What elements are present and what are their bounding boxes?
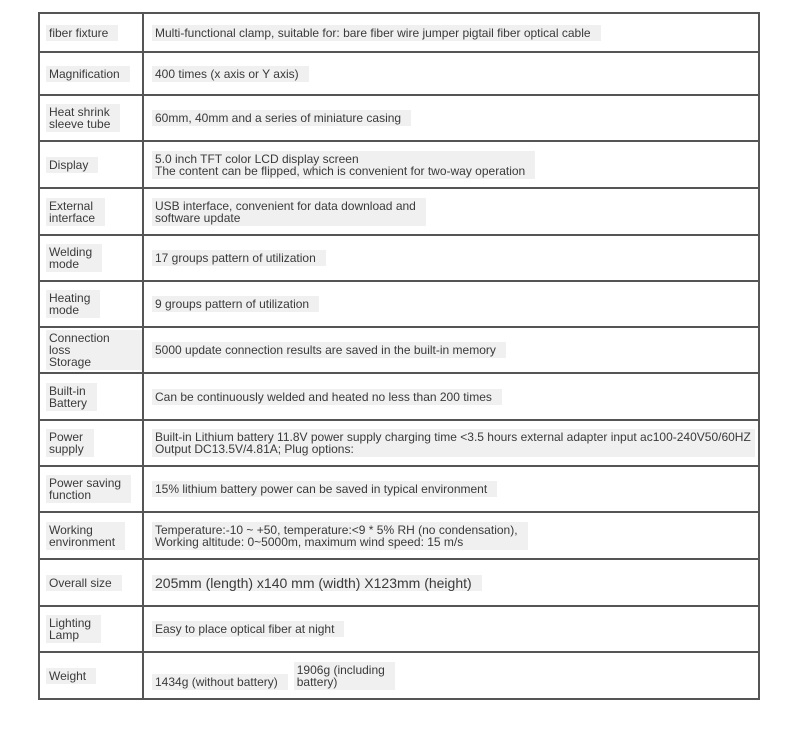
spec-label: Lighting Lamp (46, 615, 101, 643)
spec-value: Can be continuously welded and heated no less than 200 times (152, 389, 502, 405)
spec-label-cell (39, 95, 143, 141)
spec-row (39, 95, 759, 141)
spec-label-cell (39, 373, 143, 420)
spec-value: 5000 update connection results are saved in the built-in memory (152, 342, 506, 358)
spec-label-cell (39, 512, 143, 559)
spec-label: Magnification (46, 66, 130, 82)
spec-label: Power supply (46, 429, 94, 457)
spec-value-secondary: 1906g (including battery) (294, 662, 395, 690)
spec-value-cell (143, 652, 759, 699)
spec-value-cell (143, 281, 759, 327)
spec-value-cell (143, 141, 759, 188)
spec-value: 400 times (x axis or Y axis) (152, 66, 309, 82)
spec-table (38, 12, 760, 700)
spec-label-cell (39, 327, 143, 373)
spec-label-cell (39, 606, 143, 652)
spec-value-cell (143, 327, 759, 373)
spec-label: Built-in Battery (46, 383, 97, 411)
spec-row (39, 559, 759, 606)
spec-value: 205mm (length) x140 mm (width) X123mm (height) (152, 575, 482, 591)
spec-value: 5.0 inch TFT color LCD display screen The content can be flipped, which is convenient for two-way operation (152, 151, 535, 179)
spec-value-cell (143, 606, 759, 652)
spec-value-cell (143, 420, 759, 466)
spec-value: Built-in Lithium battery 11.8V power supply charging time <3.5 hours external adapter input ac100-240V50/60HZ Output DC13.5V/4.81A; Plug options: (152, 429, 755, 457)
spec-value-cell (143, 466, 759, 512)
spec-label: Connection loss Storage (46, 330, 142, 370)
spec-row (39, 235, 759, 281)
spec-label-cell (39, 188, 143, 235)
spec-label-cell (39, 559, 143, 606)
spec-label-cell (39, 235, 143, 281)
spec-label: Heat shrink sleeve tube (46, 104, 120, 132)
spec-value: 60mm, 40mm and a series of miniature casing (152, 110, 411, 126)
spec-row (39, 420, 759, 466)
spec-value-cell (143, 512, 759, 559)
spec-label: Heating mode (46, 290, 100, 318)
spec-value-cell (143, 95, 759, 141)
spec-value: Multi-functional clamp, suitable for: bare fiber wire jumper pigtail fiber optical cable (152, 25, 601, 41)
spec-label: Display (46, 157, 98, 173)
spec-value: 15% lithium battery power can be saved in typical environment (152, 481, 497, 497)
spec-value: 1434g (without battery) (152, 674, 288, 690)
spec-row (39, 327, 759, 373)
spec-row (39, 512, 759, 559)
spec-value-cell (143, 235, 759, 281)
spec-label-cell (39, 466, 143, 512)
spec-value-cell (143, 373, 759, 420)
spec-label: External interface (46, 198, 105, 226)
spec-label-cell (39, 420, 143, 466)
spec-label-cell (39, 52, 143, 95)
spec-label: Weight (46, 668, 96, 684)
spec-label-cell (39, 141, 143, 188)
spec-value-cell (143, 52, 759, 95)
spec-row (39, 652, 759, 699)
spec-value-cell (143, 188, 759, 235)
spec-row (39, 52, 759, 95)
spec-value: 17 groups pattern of utilization (152, 250, 326, 266)
spec-row (39, 373, 759, 420)
spec-value: Temperature:-10 ~ +50, temperature:<9 * 5% RH (no condensation), Working altitude: 0~5000m, maximum wind speed: 15 m/s (152, 522, 528, 550)
spec-label-cell (39, 281, 143, 327)
spec-label: Welding mode (46, 244, 102, 272)
spec-row (39, 466, 759, 512)
spec-label: fiber fixture (46, 25, 118, 41)
spec-value-cell (143, 13, 759, 52)
spec-label: Power saving function (46, 475, 131, 503)
spec-row (39, 141, 759, 188)
spec-label-cell (39, 13, 143, 52)
spec-row (39, 606, 759, 652)
spec-row (39, 281, 759, 327)
spec-label: Overall size (46, 575, 122, 591)
spec-label-cell (39, 652, 143, 699)
spec-value: USB interface, convenient for data download and software update (152, 198, 426, 226)
spec-label: Working environment (46, 522, 125, 550)
spec-value: Easy to place optical fiber at night (152, 621, 344, 637)
spec-row (39, 13, 759, 52)
spec-value: 9 groups pattern of utilization (152, 296, 319, 312)
spec-row (39, 188, 759, 235)
spec-value-cell (143, 559, 759, 606)
